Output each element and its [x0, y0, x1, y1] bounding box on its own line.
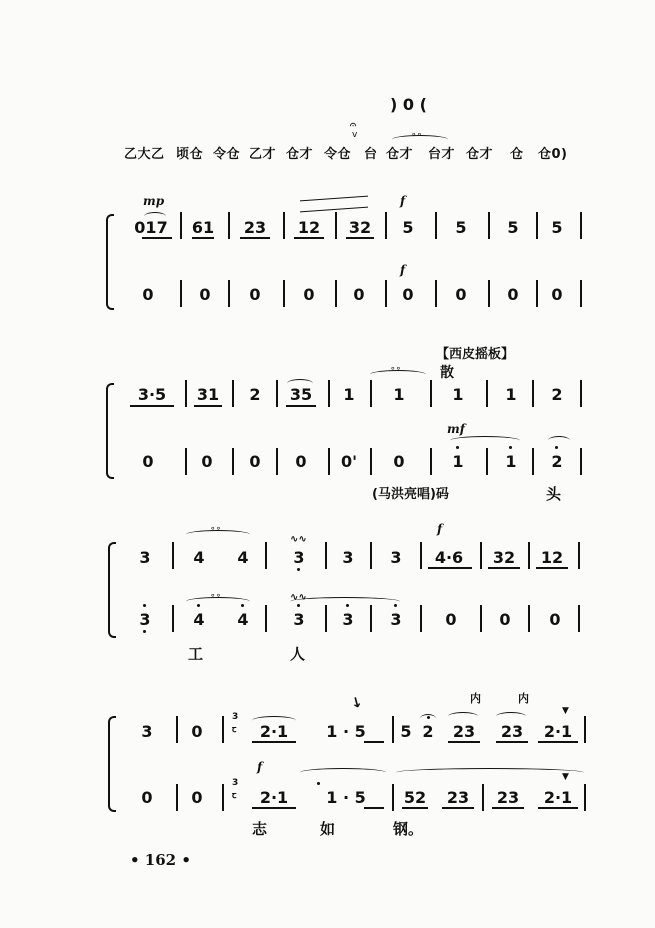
- underline: [536, 567, 568, 569]
- system-brace: [106, 383, 114, 479]
- underline: [496, 741, 528, 743]
- lyric: 钢。: [393, 820, 424, 838]
- barline: [480, 542, 482, 569]
- barline: [435, 280, 437, 307]
- note: 0: [551, 285, 563, 304]
- underline: [448, 741, 480, 743]
- note-group: 3·5: [137, 385, 167, 404]
- note: 0: [191, 788, 203, 807]
- barline: [283, 280, 285, 307]
- tie-arc: [396, 768, 584, 777]
- slur: [496, 712, 526, 721]
- lyric: 头: [546, 485, 562, 503]
- note: 0: [295, 452, 307, 471]
- slur: [144, 212, 166, 221]
- barline: [185, 448, 187, 475]
- lyric: 志: [252, 820, 268, 838]
- note-group: 23: [496, 788, 520, 807]
- note: 1: [505, 452, 517, 471]
- barline: [532, 380, 534, 407]
- breath-mark-icon: v: [352, 130, 358, 140]
- barline: [265, 542, 267, 569]
- page-number: • 162 •: [130, 851, 191, 869]
- barline: [222, 784, 224, 811]
- underline: [192, 237, 214, 239]
- note-group: 1 · 5: [326, 788, 366, 807]
- note: 4: [193, 548, 205, 567]
- note-group: 61: [191, 218, 215, 237]
- note: 0: [249, 285, 261, 304]
- barline: [232, 448, 234, 475]
- note: 0: [303, 285, 315, 304]
- barline: [325, 542, 327, 569]
- underline: [252, 807, 296, 809]
- slur: [252, 716, 296, 725]
- barline: [430, 380, 432, 407]
- underline: [428, 567, 472, 569]
- note-group: 23: [452, 722, 476, 741]
- note-group: 32: [492, 548, 516, 567]
- note-group: 2·1: [543, 788, 573, 807]
- barline: [392, 784, 394, 811]
- octave-dot: [456, 446, 459, 449]
- tie-arc: [450, 436, 520, 445]
- note: 0': [340, 452, 358, 471]
- note: 2: [551, 385, 563, 404]
- underline: [194, 405, 222, 407]
- underline: [240, 237, 270, 239]
- dynamic-mark: mp: [143, 194, 165, 208]
- barline: [430, 448, 432, 475]
- tie-arc: [548, 436, 570, 445]
- barline: [222, 716, 224, 743]
- note-group: 12: [297, 218, 321, 237]
- octave-dot: [197, 604, 200, 607]
- barline: [486, 448, 488, 475]
- barline: [584, 784, 586, 811]
- grace-mark: 内: [518, 692, 529, 705]
- note: 0: [455, 285, 467, 304]
- note: 0: [249, 452, 261, 471]
- barline: [580, 380, 582, 407]
- slur: [420, 714, 436, 723]
- note: 0: [499, 610, 511, 629]
- trill-icon: ∿∿: [290, 592, 307, 603]
- circle-marks: ∘∘: [210, 591, 222, 601]
- dynamic-mark: f: [437, 522, 443, 536]
- note: 3: [342, 548, 354, 567]
- barline: [420, 605, 422, 632]
- note: 2: [422, 722, 434, 741]
- barline: [180, 212, 182, 239]
- barline: [172, 605, 174, 632]
- note: 1: [393, 385, 405, 404]
- forte-mark: f: [400, 194, 406, 208]
- note: 0: [445, 610, 457, 629]
- note: 5: [402, 218, 414, 237]
- note: 1: [343, 385, 355, 404]
- note-group: 4·6: [434, 548, 464, 567]
- octave-dot: [317, 782, 320, 785]
- slur: [448, 712, 478, 721]
- note: 5: [507, 218, 519, 237]
- note-group: 23: [500, 722, 524, 741]
- barline: [536, 280, 538, 307]
- note-group: 2·1: [543, 722, 573, 741]
- grace-mark: 内: [470, 692, 481, 705]
- barline: [228, 212, 230, 239]
- octave-dot: [555, 446, 558, 449]
- note-group: 23: [446, 788, 470, 807]
- underline: [364, 807, 384, 809]
- underline: [488, 567, 520, 569]
- note-group: 017: [134, 218, 168, 237]
- barline: [176, 716, 178, 743]
- note-group: 2·1: [259, 722, 289, 741]
- note: 0: [142, 452, 154, 471]
- dynamic-mark: f: [257, 760, 263, 774]
- note: 1: [452, 385, 464, 404]
- note: 3: [390, 548, 402, 567]
- underline: [364, 741, 384, 743]
- octave-dot: [297, 568, 300, 571]
- barline: [176, 784, 178, 811]
- note: 3: [390, 610, 402, 629]
- note-group: 52: [403, 788, 427, 807]
- barline: [580, 212, 582, 239]
- barline: [488, 212, 490, 239]
- note: 0: [142, 285, 154, 304]
- note: 0: [201, 452, 213, 471]
- perc-6: 令仓: [324, 147, 352, 162]
- note-group: 35: [289, 385, 313, 404]
- circle-marks: ∘∘: [210, 524, 222, 534]
- barline: [335, 280, 337, 307]
- barline: [528, 605, 530, 632]
- note: 3: [139, 548, 151, 567]
- barline: [370, 380, 372, 407]
- slur: [287, 379, 313, 388]
- note: 0: [402, 285, 414, 304]
- barline: [185, 380, 187, 407]
- lyric: 人: [290, 645, 306, 663]
- note-group: 1 · 5: [326, 722, 366, 741]
- note: 4: [237, 610, 249, 629]
- perc-5: 仓才: [286, 147, 314, 162]
- tie-arc: [300, 768, 386, 777]
- perc-12: 仓0): [538, 147, 568, 162]
- note: 1: [505, 385, 517, 404]
- barline: [536, 212, 538, 239]
- note: 0: [199, 285, 211, 304]
- underline: [346, 237, 374, 239]
- barline: [578, 605, 580, 632]
- system-brace: [108, 716, 116, 812]
- octave-dot: [394, 604, 397, 607]
- note: 5: [455, 218, 467, 237]
- barline: [482, 784, 484, 811]
- underline: [286, 405, 316, 407]
- barline: [328, 380, 330, 407]
- barline: [488, 280, 490, 307]
- note: 0: [353, 285, 365, 304]
- barline: [580, 280, 582, 307]
- perc-7: 台: [364, 147, 378, 162]
- barline: [265, 605, 267, 632]
- octave-dot: [297, 604, 300, 607]
- perc-1: 乙大乙: [124, 147, 165, 162]
- barline: [370, 448, 372, 475]
- note: 5: [551, 218, 563, 237]
- forte-mark: f: [400, 263, 406, 277]
- perc-8: 仓才: [386, 147, 414, 162]
- note-group: 31: [196, 385, 220, 404]
- underline: [252, 741, 296, 743]
- octave-dot: [241, 604, 244, 607]
- note: 3: [293, 610, 305, 629]
- underline: [538, 807, 578, 809]
- barline: [325, 605, 327, 632]
- note: 5: [400, 722, 412, 741]
- barline: [486, 380, 488, 407]
- perc-2: 顷仓: [176, 147, 204, 162]
- barline: [370, 542, 372, 569]
- barline: [420, 542, 422, 569]
- note-group: 2·1: [259, 788, 289, 807]
- underline: [294, 237, 324, 239]
- lyric-singer: (马洪亮唱)码: [372, 487, 449, 502]
- barline: [578, 542, 580, 569]
- note: 0: [393, 452, 405, 471]
- note: 0: [549, 610, 561, 629]
- note-group: 23: [243, 218, 267, 237]
- underline: [442, 807, 474, 809]
- barline: [532, 448, 534, 475]
- underline: [402, 807, 428, 809]
- octave-dot: [346, 604, 349, 607]
- note: 3: [342, 610, 354, 629]
- tempo-mark: 散: [440, 365, 454, 381]
- barline: [328, 448, 330, 475]
- circle-marks: ∘∘: [390, 364, 402, 374]
- barline: [435, 212, 437, 239]
- note: 0: [141, 788, 153, 807]
- section-label: 【西皮摇板】: [436, 347, 515, 362]
- dynamic-mark: mf: [447, 422, 465, 436]
- barline: [385, 280, 387, 307]
- barline: [232, 380, 234, 407]
- note: 4: [237, 548, 249, 567]
- note: 3: [141, 722, 153, 741]
- barline: [283, 212, 285, 239]
- perc-3: 令仓: [213, 147, 241, 162]
- rest-mark: ) 0 (: [390, 95, 427, 114]
- barline: [580, 448, 582, 475]
- perc-9: 台才: [428, 147, 456, 162]
- note: 0: [507, 285, 519, 304]
- barline: [584, 716, 586, 743]
- system-brace: [106, 214, 114, 310]
- barline: [335, 212, 337, 239]
- note: 3: [293, 548, 305, 567]
- grace-superscript: 3 ꞇ: [232, 778, 239, 801]
- underline: [130, 405, 174, 407]
- system-brace: [108, 542, 116, 638]
- note: 4: [193, 610, 205, 629]
- barline: [180, 280, 182, 307]
- note: 2: [551, 452, 563, 471]
- perc-10: 仓才: [466, 147, 494, 162]
- note: 0: [191, 722, 203, 741]
- barline: [385, 212, 387, 239]
- note: 3: [139, 610, 151, 629]
- barline: [528, 542, 530, 569]
- barline: [480, 605, 482, 632]
- perc-4: 乙才: [249, 147, 277, 162]
- lyric: 如: [320, 820, 336, 838]
- accent-icon: ▼: [562, 772, 569, 782]
- octave-dot: [509, 446, 512, 449]
- barline: [392, 716, 394, 743]
- note: 1: [452, 452, 464, 471]
- barline: [370, 605, 372, 632]
- octave-dot: [143, 604, 146, 607]
- note-group: 32: [348, 218, 372, 237]
- barline: [276, 380, 278, 407]
- grace-superscript: 3 ꞇ: [232, 712, 239, 735]
- underline: [492, 807, 524, 809]
- note: 2: [249, 385, 261, 404]
- barline: [172, 542, 174, 569]
- circle-marks: ∘∘: [411, 130, 423, 140]
- accent-icon: ▼: [562, 706, 569, 716]
- perc-11: 仓: [510, 147, 524, 162]
- lyric: 工: [188, 645, 204, 663]
- crescendo-hairpin: [300, 196, 368, 213]
- trill-icon: ∿∿: [290, 534, 307, 545]
- note-group: 12: [540, 548, 564, 567]
- octave-dot: [143, 630, 146, 633]
- underline: [538, 741, 578, 743]
- barline: [228, 280, 230, 307]
- arrow-icon: ↘: [346, 693, 365, 713]
- fermata-icon: 𝄐: [350, 118, 357, 131]
- underline: [142, 237, 172, 239]
- barline: [276, 448, 278, 475]
